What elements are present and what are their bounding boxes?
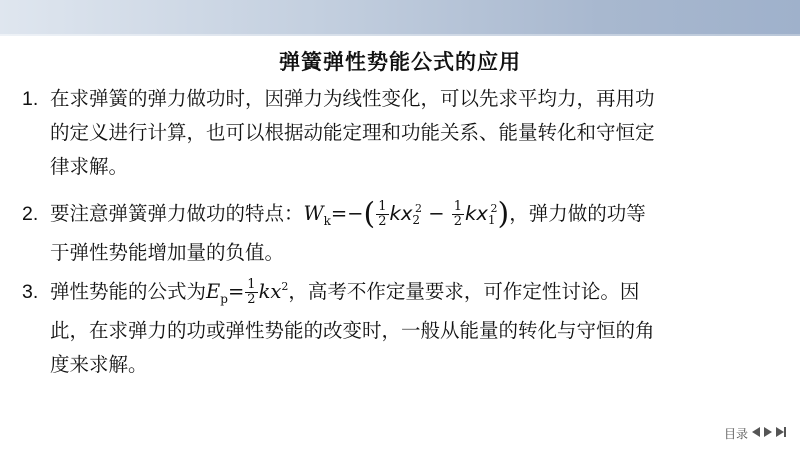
end-bar-icon xyxy=(784,427,786,437)
spring-work-formula: $W_k=-$( $\frac{1}{2}$ $kx_2^2$ − $\frac{1}{2}$ $kx_1^2$) xyxy=(303,196,510,232)
slide-title: 弹簧弹性势能公式的应用 xyxy=(279,50,521,74)
item-3-line-3: 度来求解。 xyxy=(50,353,148,376)
top-banner xyxy=(0,0,800,36)
slide-navigation xyxy=(724,424,786,442)
list-item-3 xyxy=(22,270,782,382)
toc-button[interactable]: 目录 xyxy=(723,426,748,441)
content-list xyxy=(22,82,782,382)
item-2-prefix: 要注意弹簧弹力做功的特点： xyxy=(50,202,304,225)
item-number: 2. xyxy=(22,203,39,225)
item-1-line-1: 在求弹簧的弹力做功时，因弹力为线性变化，可以先求平均力，再用功 xyxy=(50,87,655,110)
prev-slide-button[interactable] xyxy=(752,426,760,440)
list-item-2 xyxy=(22,192,782,270)
triangle-left-icon xyxy=(752,427,760,437)
last-slide-button[interactable] xyxy=(776,426,786,440)
item-3-prefix: 弹性势能的公式为 xyxy=(50,280,207,303)
item-2-suffix: ，弹力做的功等 xyxy=(509,202,646,225)
skip-to-end-icon xyxy=(776,427,784,437)
item-3-line-1 xyxy=(50,270,782,314)
triangle-right-icon xyxy=(764,427,772,437)
item-2-line-2: 于弹性势能增加量的负值。 xyxy=(50,241,285,264)
item-number: 1. xyxy=(22,88,39,110)
list-item-1 xyxy=(22,82,782,184)
item-1-line-3: 律求解。 xyxy=(50,155,129,178)
next-slide-button[interactable] xyxy=(764,426,772,440)
elastic-energy-formula: $E_p=$ $\frac{1}{2}$ $kx^2$ xyxy=(206,277,289,307)
item-1-line-2: 的定义进行计算，也可以根据动能定理和功能关系、能量转化和守恒定 xyxy=(50,121,655,144)
item-2-line-1 xyxy=(50,192,782,236)
item-number: 3. xyxy=(22,281,39,303)
item-3-suffix: ，高考不作定量要求，可作定性讨论。因 xyxy=(288,280,640,303)
item-3-line-2: 此，在求弹力的功或弹性势能的改变时，一般从能量的转化与守恒的角 xyxy=(50,319,655,342)
